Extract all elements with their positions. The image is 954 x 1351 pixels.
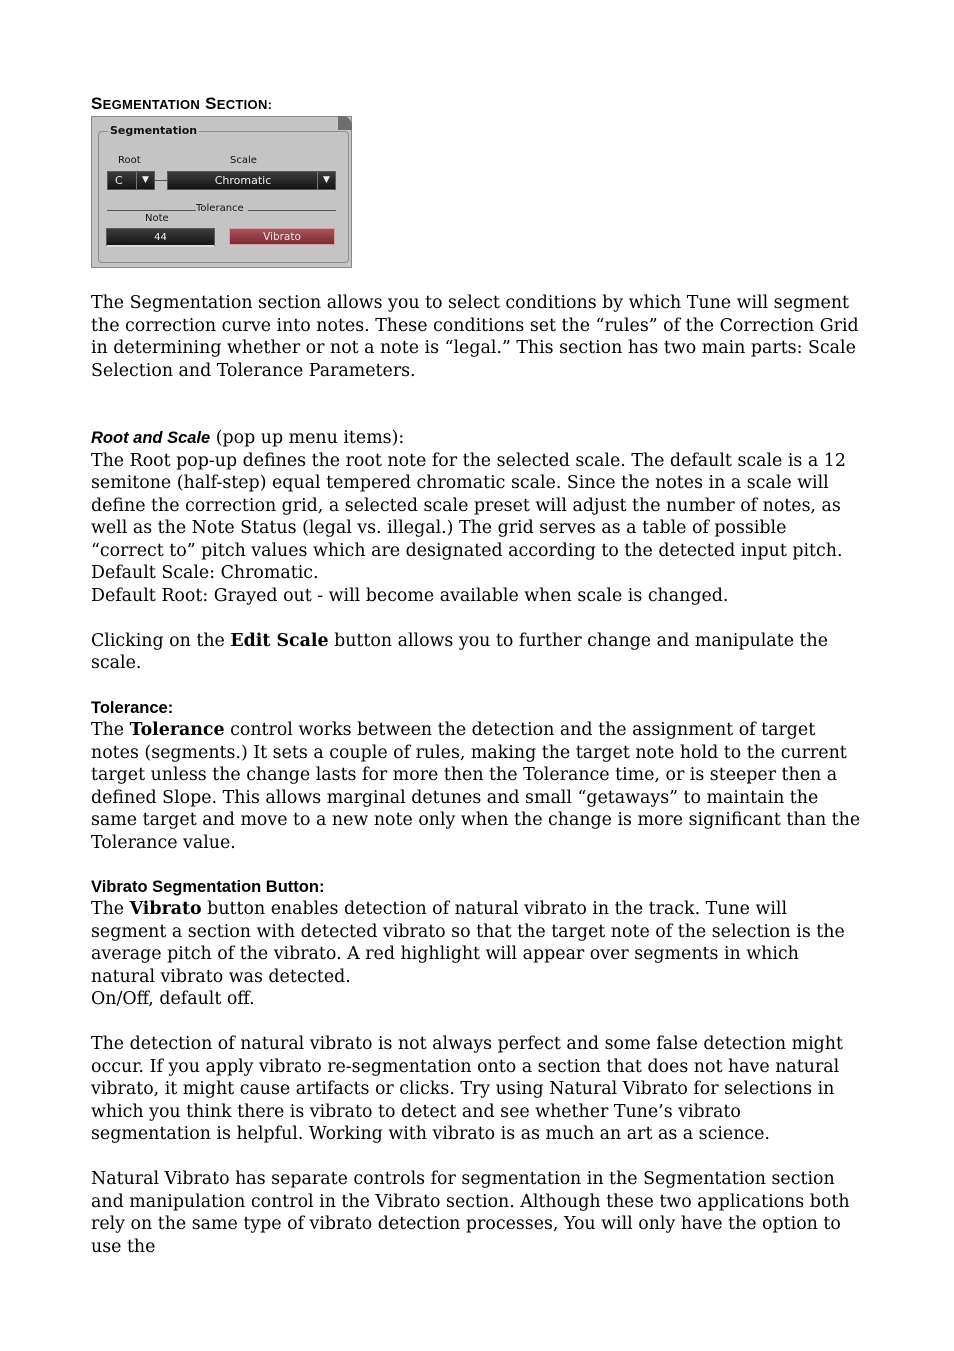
panel-corner <box>338 116 352 130</box>
tolerance-section <box>91 697 863 854</box>
root-value: C <box>115 174 123 187</box>
natural-vibrato-paragraph: Natural Vibrato has separate controls for segmentation in the Segmentation section and manipulation control in the Vibrato section. Although these two applications both rely on the same type of vibrato detection processes, You will only have the option to use the <box>91 1169 850 1257</box>
scale-value: Chromatic <box>214 174 272 187</box>
tolerance-label: Tolerance <box>196 203 244 214</box>
root-scale-body: The Root pop-up defines the root note for the selected scale. The default scale is a 12 semitone (half-step) equal tempered chromatic scale. Since the notes in a scale will define the correction grid, a selected scale preset will adjust the number of notes, as well as the Note Status (legal vs. illegal.) The grid serves as a table of possible “correct to” pitch values which are designated according to the detected input pitch. <box>91 450 846 561</box>
segmentation-panel-screenshot <box>91 116 352 268</box>
vibrato-heading: Vibrato Segmentation Button: <box>91 878 325 896</box>
chevron-down-icon: ▼ <box>136 172 154 189</box>
root-scale-section <box>91 427 863 675</box>
vibrato-body: The Vibrato button enables detection of natural vibrato in the track. Tune will segment a section with detected vibrato so that the target note of the selection is the average pitch of the vibrato. A red highlight will appear over segments in which natural vibrato was detected. <box>91 899 845 987</box>
root-dropdown[interactable] <box>107 171 155 190</box>
vibrato-default: On/Off, default off. <box>91 989 255 1009</box>
vibrato-detection-paragraph: The detection of natural vibrato is not always perfect and some false detection might occur. If you apply vibrato re-segmentation onto a section that does not have natural vibrato, it might cause artifacts or clicks. Try using Natural Vibrato for selections in which you think there is vibrato to detect and see whether Tune’s vibrato segmentation is helpful. Working with vibrato is as much an art as a science. <box>91 1034 843 1144</box>
vibrato-section <box>91 876 863 1258</box>
connector-line <box>155 180 167 181</box>
note-value: 44 <box>154 232 167 243</box>
panel-title: Segmentation <box>110 124 198 137</box>
note-tolerance-slider[interactable] <box>106 228 215 247</box>
default-scale: Default Scale: Chromatic. <box>91 563 319 583</box>
tolerance-line-right <box>248 210 336 211</box>
note-label: Note <box>145 213 169 224</box>
tolerance-line-left <box>107 210 196 211</box>
edit-scale-paragraph: Clicking on the Edit Scale button allows you to further change and manipulate the scale. <box>91 630 829 673</box>
root-label: Root <box>118 155 141 166</box>
section-title: SEGMENTATION SECTION: <box>91 94 273 113</box>
vibrato-button[interactable]: Vibrato <box>229 228 335 245</box>
tolerance-heading: Tolerance: <box>91 699 174 717</box>
scale-dropdown[interactable] <box>167 171 336 190</box>
chevron-down-icon: ▼ <box>317 172 335 189</box>
tolerance-body: The Tolerance control works between the detection and the assignment of target notes (segments.) It sets a couple of rules, making the target note hold to the current target unless the change lasts for more then the Tolerance time, or is steeper then a defined Slope. This allows marginal detunes and small “getaways” to maintain the same target and move to a new note only when the change is more significant than the Tolerance value. <box>91 720 861 853</box>
default-root: Default Root: Grayed out - will become available when scale is changed. <box>91 585 729 606</box>
root-scale-heading: Root and Scale <box>91 429 211 447</box>
scale-label: Scale <box>230 155 257 166</box>
intro-paragraph: The Segmentation section allows you to select conditions by which Tune will segment the correction curve into notes. These conditions set the “rules” of the Correction Grid in determining whether or not a note is “legal.” This section has two main parts: Scale Selection and Tolerance Parameters. <box>91 293 859 381</box>
root-scale-heading-suffix: (pop up menu items): <box>210 428 405 448</box>
